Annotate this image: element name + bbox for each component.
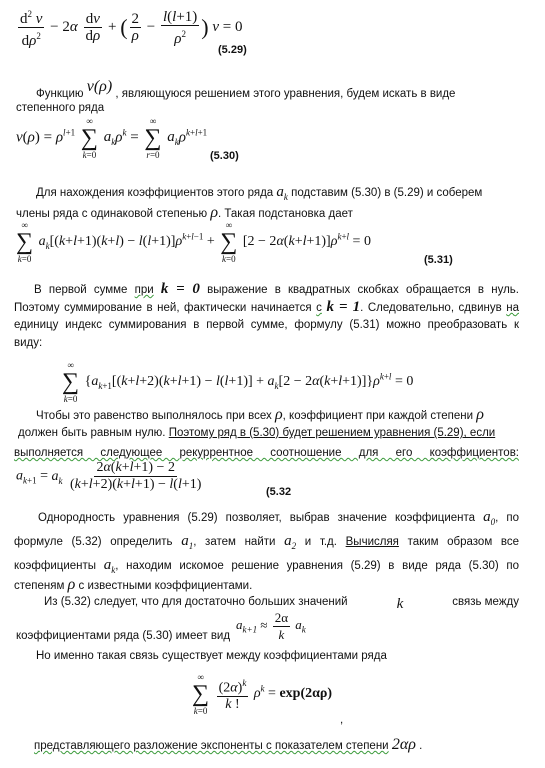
equation-exponential-series: ∞ ∑ k=0 $\frac{(2\alpha)^k}{k !}$ $\rho^k = \exp(2\alpha\rho)$: [192, 672, 333, 716]
paragraph-coefficients: Для нахождения коэффициентов этого ряда $a_k$ подставим (5.30) в (5.29) и соберем: [36, 184, 483, 202]
equation-label-5-29: (5.29): [218, 44, 247, 56]
paragraph-homogeneity: Однородность уравнения (5.29) позволяет, выбрав значение коэффициента $a_0$, по: [38, 509, 519, 527]
paragraph-line: выполняется следующее рекуррентное соотношение для его коэффициентов:: [14, 447, 519, 459]
equation-label-5-31: (5.31): [424, 254, 453, 266]
paragraph-line: коэффициентами ряда (5.30) имеет вид: [16, 630, 231, 642]
equation-comma: ,: [340, 714, 344, 726]
paragraph-line: единицу индекс суммирования в первой сумме, формулу (5.31) можно преобразовать к: [14, 319, 519, 331]
paragraph-asymptotic: Из (5.32) следует, что для достаточно больших значений k связь между: [44, 596, 519, 612]
equation-5-30: $v(\rho) = \rho^{l+1}$ ∞ ∑ k=0 $a_k\rho^k$ = ∞ ∑ r=0 $a_k\rho^{k+l+1}$: [16, 116, 208, 160]
paragraph-line: виду:: [14, 337, 43, 349]
paragraph-line: коэффициенты $a_k$, находим искомое решение уравнения (5.29) в виде ряда (5.30) по: [14, 557, 519, 575]
paragraph-line: степеням ρ с известными коэффициентами.: [14, 576, 253, 593]
equation-label-5-30: (5.30): [210, 150, 239, 162]
equation-asymptotic: $a_{k+1}$ ≈ $\frac{2\alpha}{k}$ $a_k$: [236, 610, 306, 642]
paragraph-line: члены ряда с одинаковой степенью ρ. Такая подстановка дает: [16, 204, 353, 221]
paragraph-function-intro: Функцию v(ρ) , являющуюся решением этого уравнения, будем искать в виде: [36, 78, 456, 100]
paragraph-line: формуле (5.32) определить $a_1$, затем найти $a_2$ и т.д. Вычисляя таким образом все: [14, 533, 520, 551]
paragraph-line: должен быть равным нулю. Поэтому ряд в (5.30) будет решением уравнения (5.29), если: [18, 427, 496, 439]
equation-5-32: $a_{k+1} = a_k$ $\frac{2\alpha(k+l+1) - 2}{(k+l+2)(k+l+1) - l(l+1)}$: [16, 460, 202, 492]
paragraph-exp-series: Но именно такая связь существует между коэффициентами ряда: [36, 650, 387, 662]
equation-label-5-32: (5.32: [266, 486, 292, 498]
paragraph-exp-meaning: представляющего разложение экспоненты с показателем степени 2αρ .: [34, 736, 423, 753]
equation-shifted-sum: ∞ ∑ k=0 $\{a_{k+1}[(k+l+2)(k+l+1) - l(l+1)] + a_k[2 - 2\alpha(k+l+1)]\}\rho^{k+l} = 0$: [62, 360, 414, 404]
paragraph-first-sum: В первой сумме при k = 0 выражение в квадратных скобках обращается в нуль.: [34, 281, 519, 297]
equation-5-29: $\frac{d^2 v}{d\rho^2}$ − 2α $\frac{dv}{d\rho}$ + ( $\frac{2}{\rho}$ − $\frac{l(l+1)}{\rho^2}$ ) v = 0: [16, 6, 243, 49]
function-v-rho: v(ρ): [86, 78, 113, 95]
paragraph-condition: Чтобы это равенство выполнялось при всех ρ, коэффициент при каждой степени ρ: [36, 406, 484, 423]
equation-5-31: ∞ ∑ k=0 $a_k[(k+l+1)(k+l) - l(l+1)]\rho^{k+l-1}$ + ∞ ∑ k=0 $[2 - 2\alpha(k+l+1)]\rho^{k+l} = 0$: [16, 220, 371, 264]
paragraph-line: степенного ряда: [16, 102, 105, 114]
paragraph-line: Поэтому суммирование в ней, фактически начинается с k = 1. Следовательно, сдвинув на: [14, 299, 519, 315]
